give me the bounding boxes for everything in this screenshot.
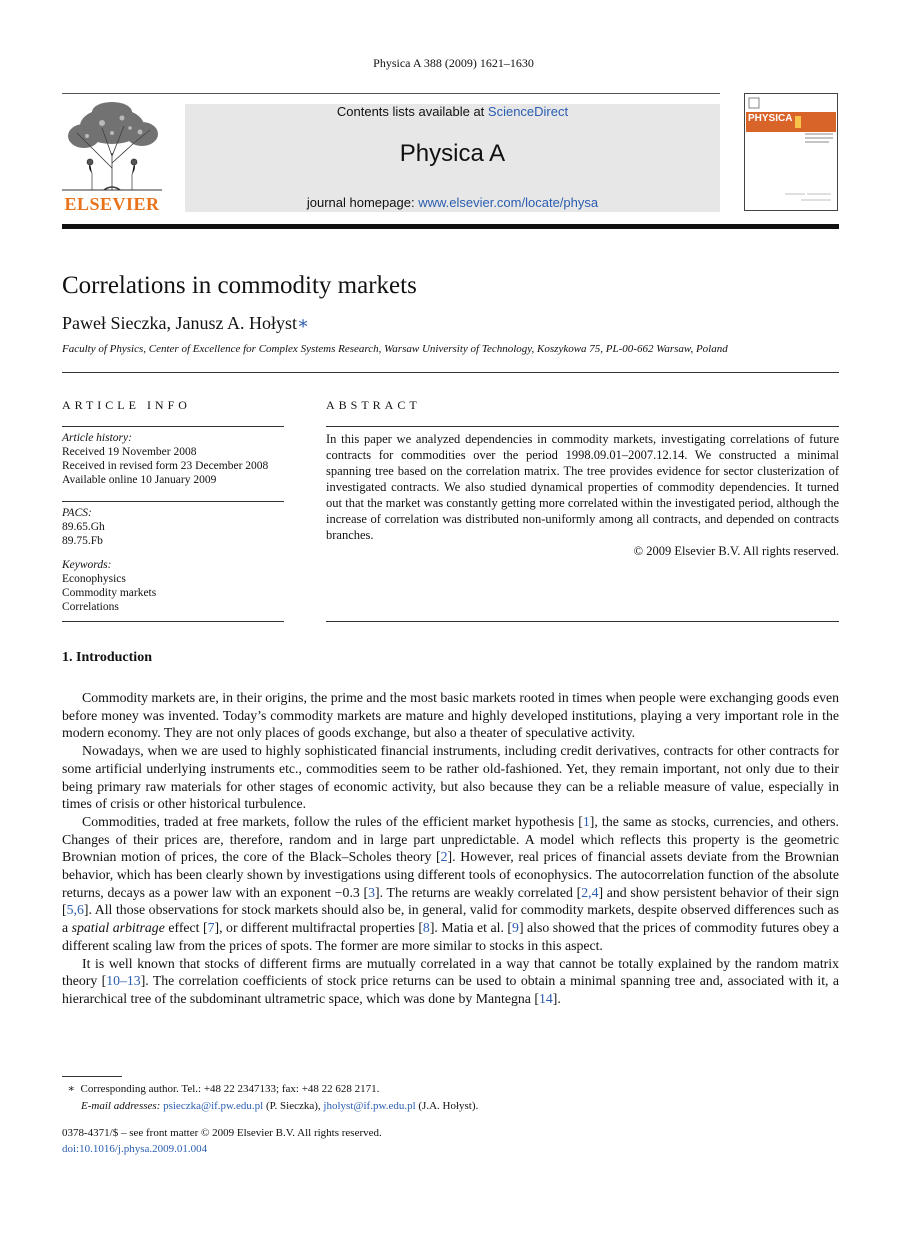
sciencedirect-link[interactable]: ScienceDirect — [487, 104, 569, 119]
cover-art-icon — [745, 94, 837, 210]
citation-link[interactable]: 3 — [368, 884, 376, 900]
pacs-block — [62, 506, 105, 548]
abstract-text: In this paper we analyzed dependencies in commodity markets, investigating correlations of future contracts for commodities over the period 1998.09.01–2007.12.14. We constructed a minimal spanning tree based on the correlation matrix. The tree provides evidence for sector clusterization of investigated contracts. We also studied dynamical properties of commodity dependencies. It turned out that the market was constantly getting more correlated within the investigated period, although the increase of correlation was distributed non-uniformly among all contracts, and depended on contracts branches. — [326, 432, 839, 542]
keywords-label: Keywords: — [62, 559, 112, 571]
citation-link[interactable]: 2,4 — [581, 884, 599, 900]
paragraph: Nowadays, when we are used to highly sophisticated financial instruments, including credit derivatives, contracts for other contracts for some artificial underlying instruments etc., commodities seem to be rather old-fashioned. Yet, they remain important, not only due to their being primary raw materials for other stages of economic activity, but also because they can be a reliable measure of value, especially in times of crisis or other historical turbulence. — [62, 743, 839, 812]
citation-link[interactable]: 14 — [538, 990, 553, 1006]
doi-link[interactable]: doi:10.1016/j.physa.2009.01.004 — [62, 1143, 208, 1155]
contents-line — [185, 104, 720, 119]
article-history — [62, 431, 268, 487]
divider — [62, 621, 284, 622]
citation-link[interactable]: 5,6 — [66, 902, 84, 918]
paragraph: Commodity markets are, in their origins, the prime and the most basic markets rooted in times when people were exchanging goods even before money was invented. Today’s commodity markets are mature and highly developed institutions, playing a very important role in the modern economy. They are not only places of goods exchange, but also a theater of speculative activity. — [62, 690, 839, 741]
cover-title: PHYSICA — [748, 113, 793, 124]
text-run: ] and show persistent behavior of their sign [ — [62, 884, 839, 918]
front-matter — [62, 1125, 382, 1157]
corresponding-author-marker[interactable]: ∗ — [296, 313, 310, 333]
keyword: Correlations — [62, 601, 119, 613]
history-revised: Received in revised form 23 December 2008 — [62, 460, 269, 472]
abstract-copyright: © 2009 Elsevier B.V. All rights reserved. — [633, 544, 839, 558]
text-run: ]. The returns are weakly correlated [ — [375, 884, 582, 900]
article-title: Correlations in commodity markets — [62, 272, 417, 299]
header-thick-rule — [62, 224, 839, 229]
keyword: Econophysics — [62, 573, 126, 585]
abstract-body — [326, 431, 839, 559]
email-owner: (P. Sieczka), — [263, 1100, 324, 1112]
journal-cover-thumbnail — [744, 93, 838, 211]
abstract-heading: ABSTRACT — [326, 398, 421, 412]
divider — [326, 426, 839, 427]
citation-link[interactable]: 2 — [440, 849, 448, 865]
paragraph — [62, 813, 839, 955]
text-run: ]. The correlation coefficients of stock price returns can be used to obtain a minimal spanning tree and, associated with it, a hierarchical tree of the subdominant ultrametric space, which was done by Mantegna [ — [62, 973, 839, 1006]
citation-link[interactable]: 7 — [207, 920, 215, 936]
article-info-heading: ARTICLE INFO — [62, 398, 191, 412]
divider — [62, 426, 284, 427]
paragraph — [62, 955, 839, 1008]
italic-term: spatial arbitrage — [71, 920, 165, 936]
text-run: ]. All those observations for stock markets should also be, in general, valid for commodity markets, despite observed differences such as a — [62, 902, 839, 936]
email-owner: (J.A. Hołyst). — [415, 1100, 479, 1112]
email-footnote — [62, 1098, 478, 1115]
history-online: Available online 10 January 2009 — [62, 474, 217, 486]
email-link[interactable]: jholyst@if.pw.edu.pl — [323, 1100, 416, 1112]
citation-link[interactable]: 8 — [422, 920, 430, 936]
footnote — [62, 1081, 478, 1115]
running-head: Physica A 388 (2009) 1621–1630 — [373, 56, 534, 70]
text-run: ] also showed that the prices of commodity futures obey a different scaling law from the prices of spots. The former are more similar to stocks in this aspect. — [62, 920, 840, 953]
divider — [62, 501, 284, 502]
affiliation: Faculty of Physics, Center of Excellence for Complex Systems Research, Warsaw University of Technology, Koszykowa 75, PL-00-662 Warsaw, Poland — [62, 343, 728, 355]
text-run: ], the same as stocks, currencies, and others. Changes of their prices are, therefore, random and in large part unpredictable. A model which reflects this property is the geometric Brownian motion of prices, the core of the Black–Scholes theory [ — [62, 813, 839, 865]
authors — [62, 313, 309, 334]
issn-line: 0378-4371/$ – see front matter © 2009 Elsevier B.V. All rights reserved. — [62, 1127, 382, 1139]
citation-link[interactable]: 1 — [582, 813, 590, 829]
email-link[interactable]: psieczka@if.pw.edu.pl — [163, 1100, 264, 1112]
history-received: Received 19 November 2008 — [62, 446, 197, 458]
elsevier-logo — [62, 98, 162, 216]
pacs-code: 89.65.Gh — [62, 521, 105, 533]
text-run: ]. — [552, 990, 561, 1006]
header-rule — [62, 93, 720, 94]
email-label: E-mail addresses: — [81, 1100, 161, 1112]
homepage-prefix: journal homepage: — [306, 195, 419, 210]
elsevier-wordmark: ELSEVIER — [64, 194, 160, 214]
introduction-body — [62, 689, 839, 1008]
text-run: ]. Matia et al. [ — [429, 920, 513, 936]
corresponding-footnote — [62, 1081, 478, 1098]
elsevier-tree-icon — [62, 98, 162, 194]
citation-link[interactable]: 10–13 — [106, 973, 141, 989]
divider — [62, 372, 839, 373]
keyword: Commodity markets — [62, 587, 157, 599]
history-label: Article history: — [62, 432, 132, 444]
footnote-rule — [62, 1076, 122, 1077]
text-run: Commodities, traded at free markets, follow the rules of the efficient market hypothesis [ — [82, 813, 583, 829]
corresponding-text: Corresponding author. Tel.: +48 22 2347133; fax: +48 22 628 2171. — [80, 1083, 380, 1095]
journal-title: Physica A — [399, 140, 506, 167]
author-names: Paweł Sieczka, Janusz A. Hołyst — [62, 313, 297, 333]
journal-homepage-link[interactable]: www.elsevier.com/locate/physa — [418, 195, 599, 210]
homepage-line — [185, 195, 720, 210]
text-run: It is well known that stocks of different firms are mutually correlated in a way that cannot be totally explained by the random matrix theory [ — [62, 955, 839, 989]
keywords-block — [62, 558, 156, 614]
divider — [326, 621, 839, 622]
contents-prefix: Contents lists available at — [336, 104, 488, 119]
text-run: ]. However, real prices of financial assets deviate from the Brownian behavior, which has been clearly shown by investigations using different tools of econophysics. The autocorrelation function of the absolute returns, decays as a power law with an exponent −0.3 [ — [62, 849, 839, 900]
citation-link[interactable]: 9 — [512, 920, 519, 936]
pacs-code: 89.75.Fb — [62, 535, 103, 547]
footnote-marker: ∗ — [67, 1083, 75, 1095]
section-heading-introduction: 1. Introduction — [62, 650, 152, 665]
text-run: ], or different multifractal properties [ — [214, 920, 423, 936]
pacs-label: PACS: — [62, 507, 92, 519]
text-run: effect [ — [164, 920, 208, 936]
